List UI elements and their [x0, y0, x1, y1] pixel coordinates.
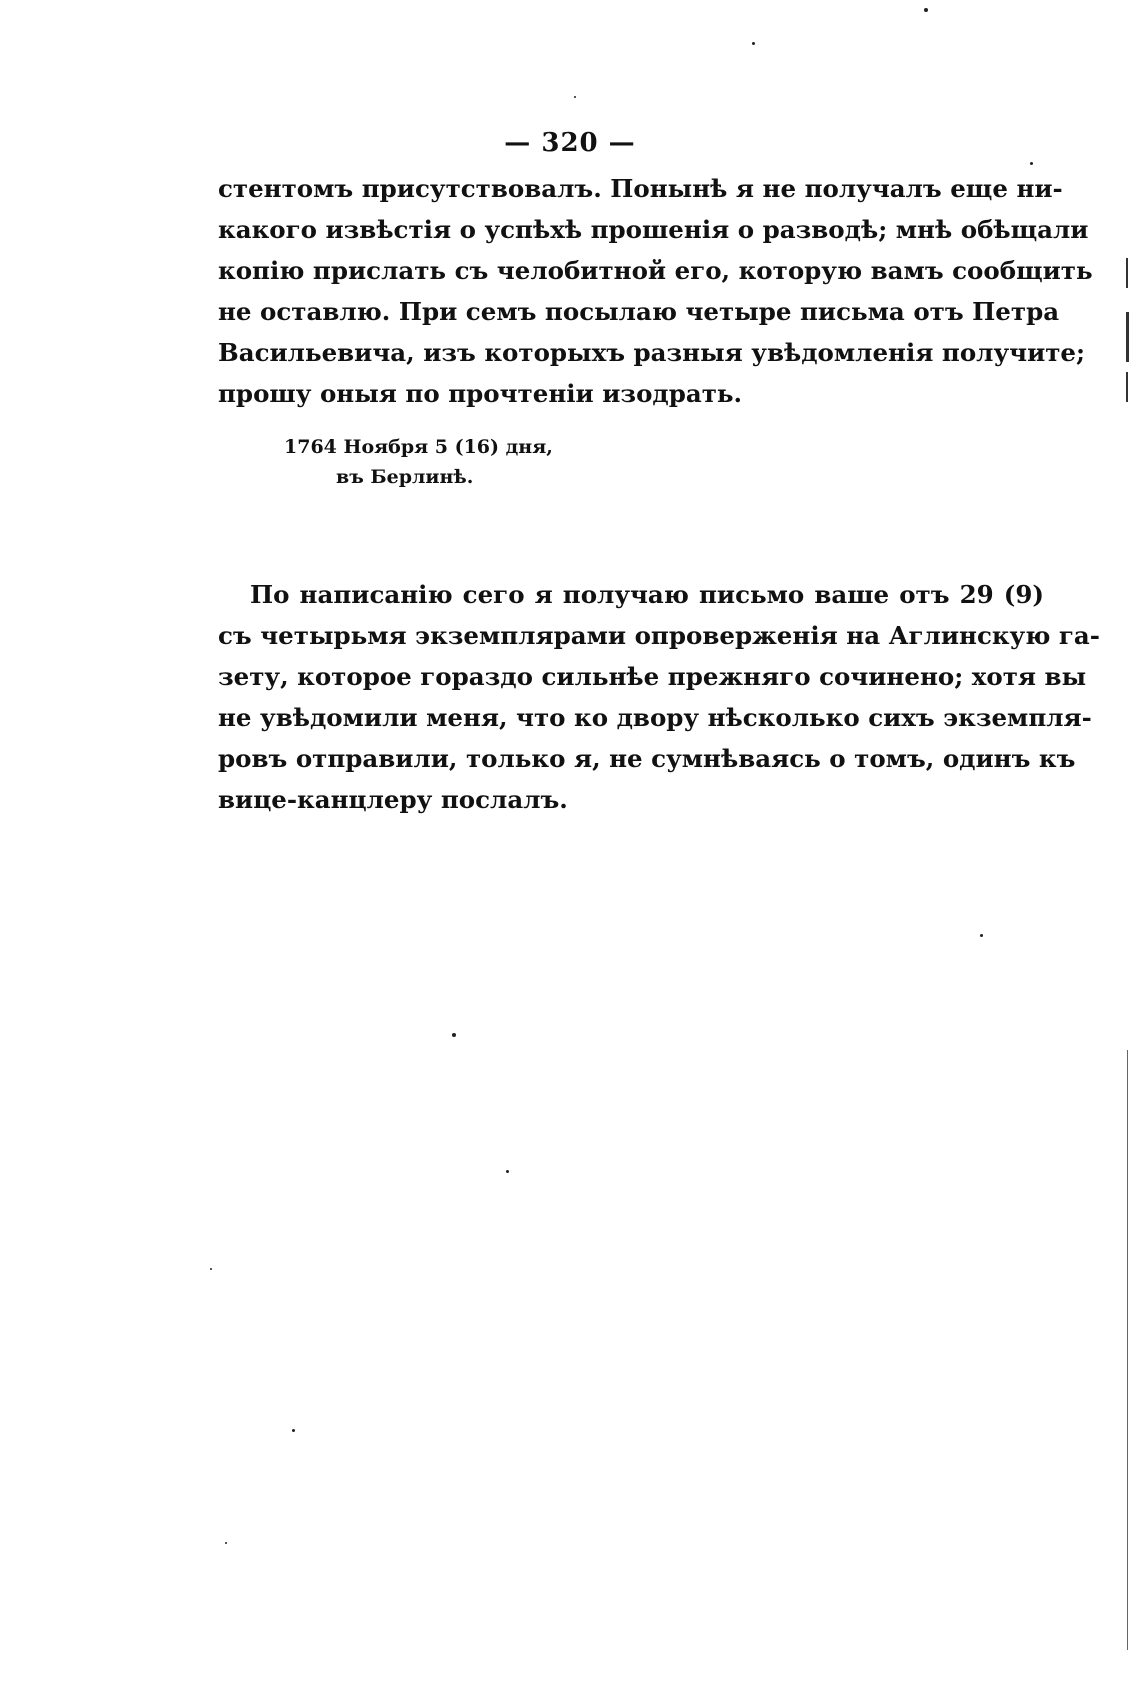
- text-line: не увѣдомили меня, что ко двору нѣсколько сихъ экземпля-: [218, 703, 1092, 732]
- text-line: стентомъ присутствовалъ. Понынѣ я не получалъ еще ни-: [218, 174, 1063, 203]
- scan-speck: [452, 1033, 456, 1037]
- text-line: копію прислать съ челобитной его, которую вамъ сообщить: [218, 256, 1093, 285]
- scan-speck: [1030, 162, 1033, 165]
- scan-speck: [924, 8, 928, 12]
- text-line: зету, которое гораздо сильнѣе прежняго сочинено; хотя вы: [218, 662, 1087, 691]
- scan-speck: [752, 42, 755, 45]
- scan-speck: [980, 934, 983, 937]
- scan-speck: [225, 1542, 227, 1544]
- text-line: вице-канцлеру послалъ.: [218, 785, 568, 814]
- text-line: По написанію сего я получаю письмо ваше отъ 29 (9): [250, 580, 1044, 609]
- text-line: не оставлю. При семъ посылаю четыре письма отъ Петра: [218, 297, 1060, 326]
- text-line: Васильевича, изъ которыхъ разныя увѣдомленія получите;: [218, 338, 1086, 367]
- scan-speck: [506, 1170, 509, 1173]
- signature-place: въ Берлинѣ.: [336, 466, 474, 488]
- scan-speck: [210, 1268, 212, 1270]
- margin-mark: [1126, 312, 1129, 362]
- text-line: съ четырьмя экземплярами опроверженія на Аглинскую га-: [218, 621, 1100, 650]
- margin-mark: [1126, 258, 1128, 288]
- scan-speck: [292, 1429, 295, 1432]
- margin-mark: [1126, 372, 1128, 402]
- text-line: какого извѣстія о успѣхѣ прошенія о разводѣ; мнѣ обѣщали: [218, 215, 1089, 244]
- signature-date: 1764 Ноября 5 (16) дня,: [284, 436, 553, 458]
- text-line: прошу оныя по прочтеніи изодрать.: [218, 379, 743, 408]
- margin-mark: [1127, 1050, 1128, 1650]
- scan-speck: [574, 96, 576, 98]
- text-line: ровъ отправили, только я, не сумнѣваясь о томъ, одинъ къ: [218, 744, 1076, 773]
- page-number: — 320 —: [504, 128, 636, 158]
